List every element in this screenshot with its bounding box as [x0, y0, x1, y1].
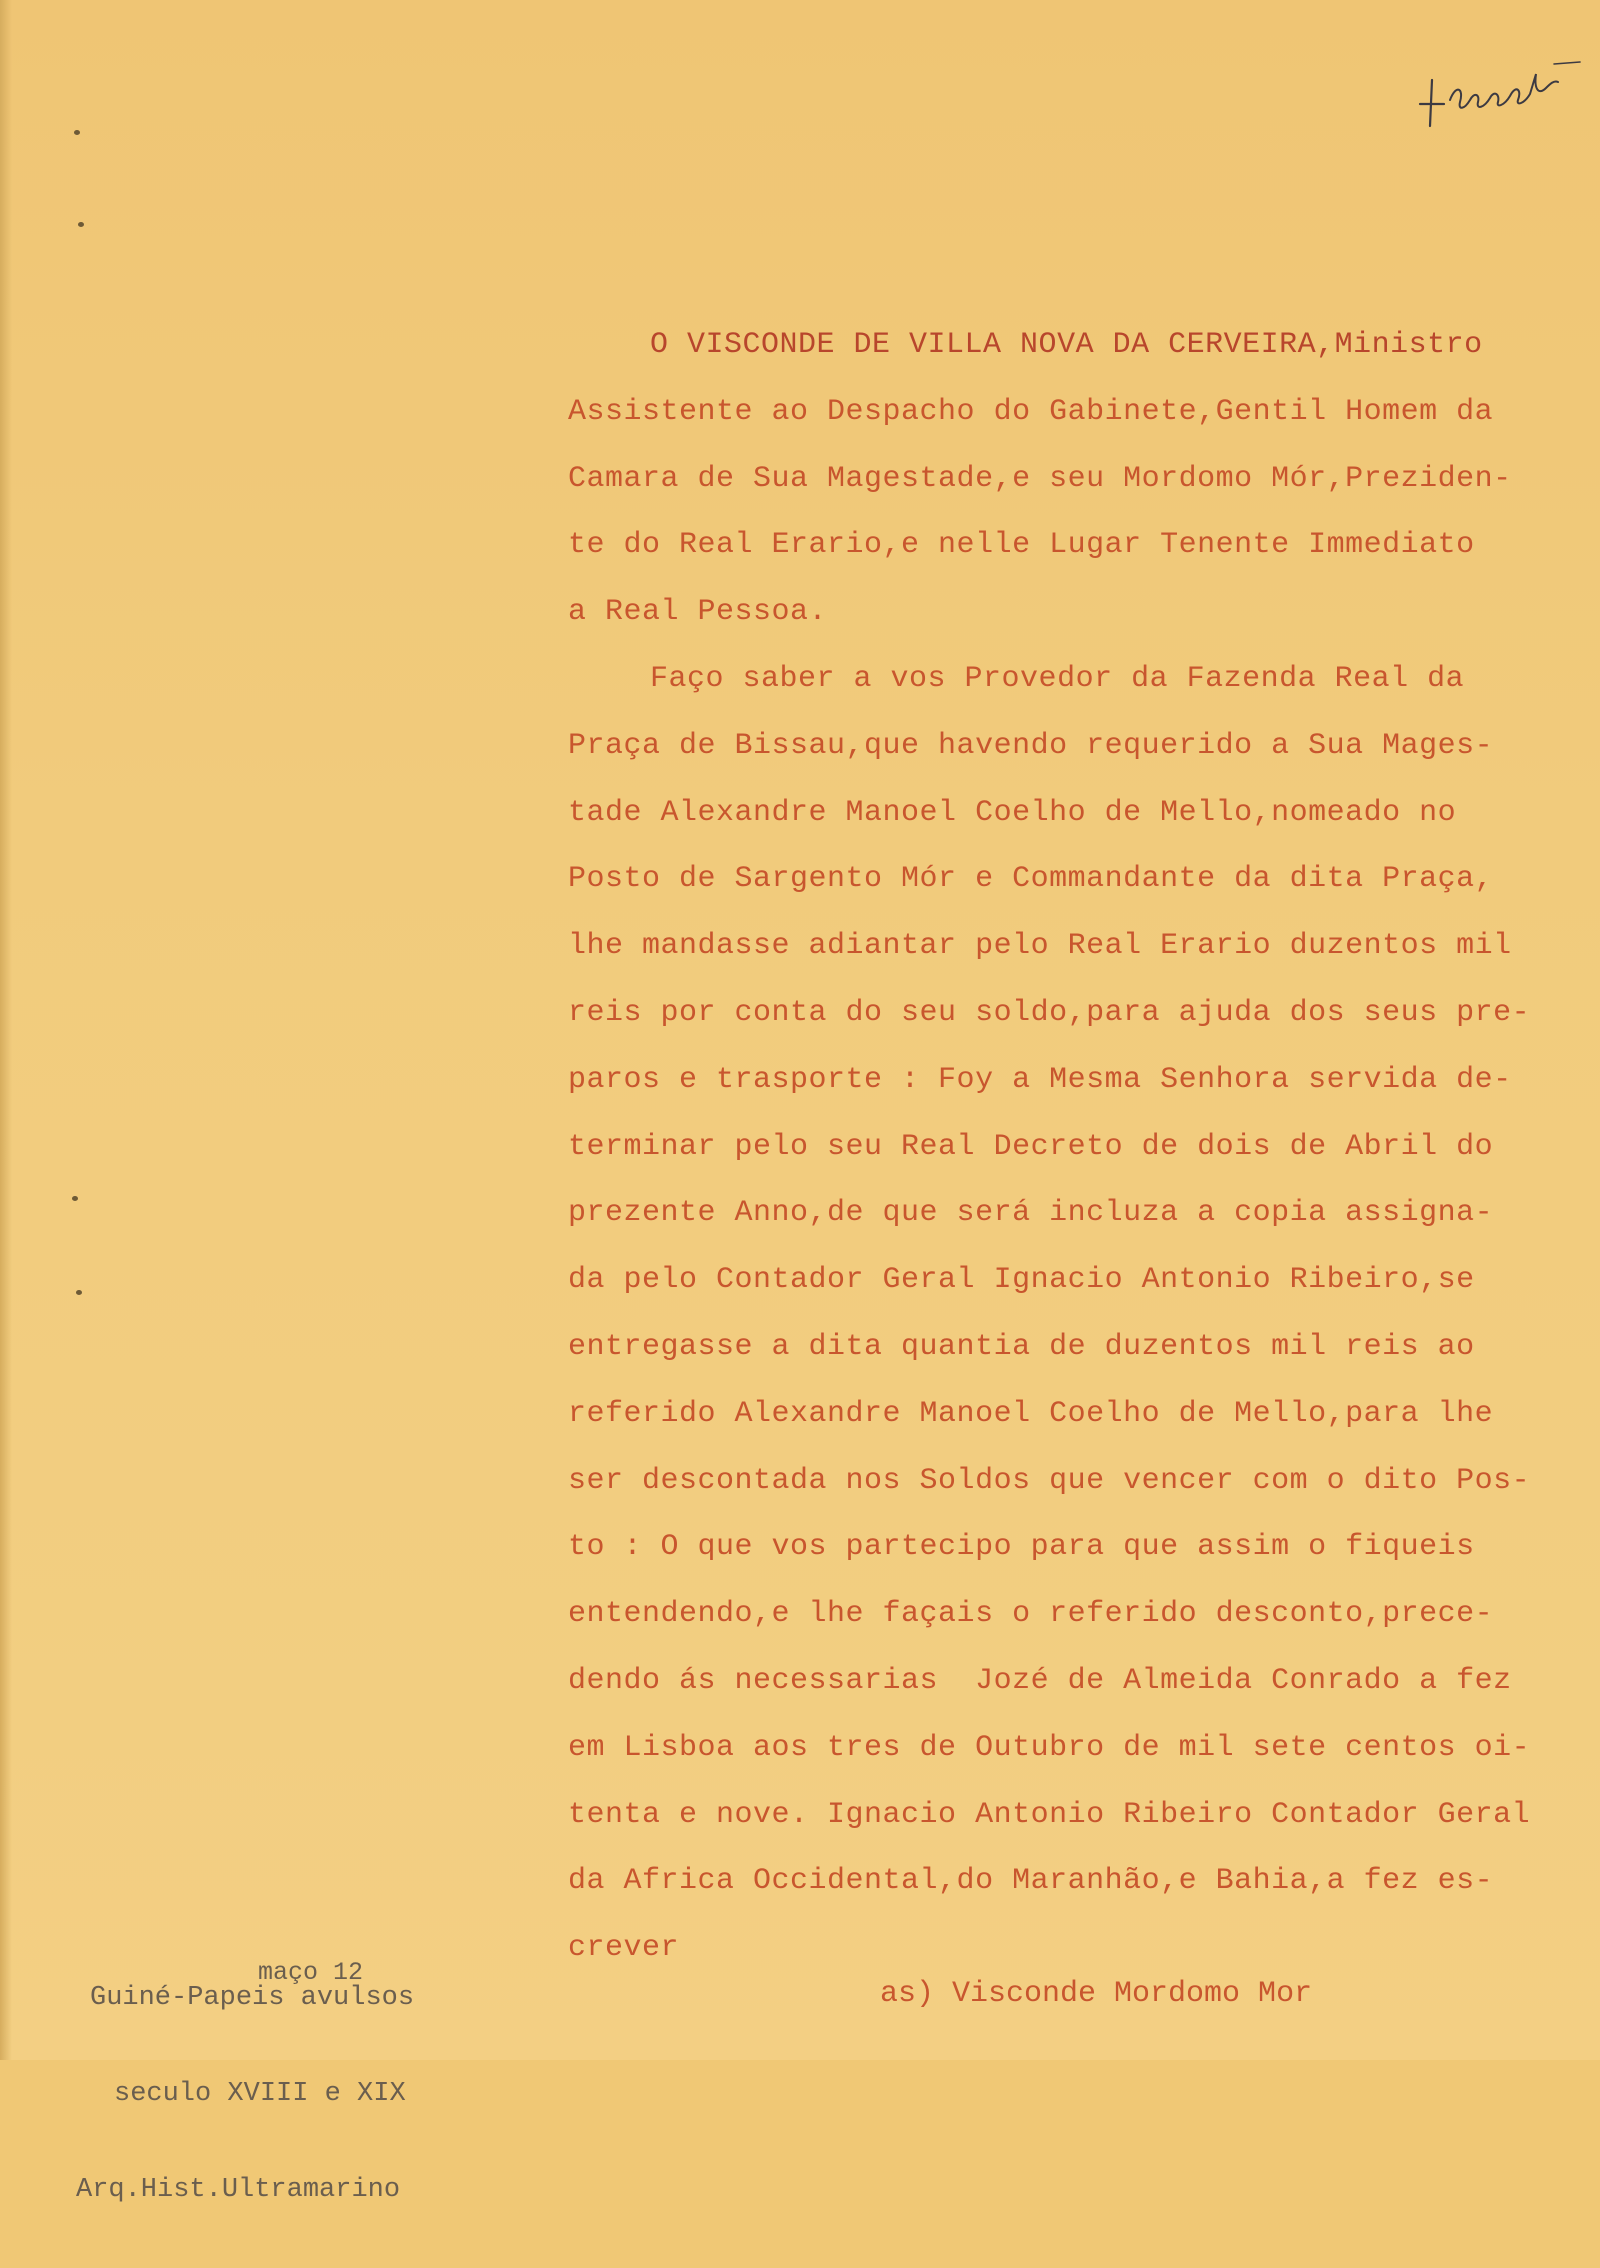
archive-ref-overlay: maço 12	[258, 1958, 364, 1987]
punch-hole-mark	[72, 1196, 78, 1201]
body-line: to : O que vos partecipo para que assim o fiqueis	[568, 1530, 1475, 1565]
body-line: lhe mandasse adiantar pelo Real Erario duzentos mil	[568, 929, 1512, 964]
body-line: Praça de Bissau,que havendo requerido a Sua Mages-	[568, 728, 1494, 763]
body-line: prezente Anno,de que será incluza a copia assigna-	[568, 1196, 1494, 1231]
punch-hole-mark	[76, 1290, 82, 1295]
signature-line: as) Visconde Mordomo Mor	[880, 1977, 1313, 2011]
punch-hole-mark	[74, 130, 80, 135]
body-line: Camara de Sua Magestade,e seu Mordomo Mór,Preziden-	[568, 461, 1512, 496]
body-line: da pelo Contador Geral Ignacio Antonio Ribeiro,se	[568, 1263, 1475, 1298]
body-line: O VISCONDE DE VILLA NOVA DA CERVEIRA,Ministro	[650, 328, 1483, 362]
body-line: te do Real Erario,e nelle Lugar Tenente Immediato	[568, 528, 1475, 563]
body-line: em Lisboa aos tres de Outubro de mil sete centos oi-	[568, 1730, 1531, 1765]
body-line: dendo ás necessarias Jozé de Almeida Conrado a fez	[568, 1663, 1512, 1698]
body-line: Assistente ao Despacho do Gabinete,Gentil Homem da	[568, 394, 1494, 429]
body-line: reis por conta do seu soldo,para ajuda dos seus pre-	[568, 995, 1531, 1030]
body-line: tenta e nove. Ignacio Antonio Ribeiro Contador Geral	[568, 1797, 1531, 1832]
body-line: entregasse a dita quantia de duzentos mil reis ao	[568, 1329, 1475, 1364]
punch-hole-mark	[78, 222, 84, 227]
body-line: terminar pelo seu Real Decreto de dois de Abril do	[568, 1129, 1494, 1164]
body-line: crever	[568, 1931, 680, 1966]
body-line: a Real Pessoa.	[568, 595, 828, 630]
body-line: paros e trasporte : Foy a Mesma Senhora servida de-	[568, 1062, 1512, 1097]
archive-ref-line: Arq.Hist.Ultramarino	[76, 2175, 401, 2205]
body-line: referido Alexandre Manoel Coelho de Mello,para lhe	[568, 1396, 1494, 1431]
body-line: tade Alexandre Manoel Coelho de Mello,nomeado no	[568, 795, 1457, 830]
body-line: Faço saber a vos Provedor da Fazenda Real da	[650, 661, 1465, 696]
letter-body	[568, 312, 1598, 1982]
handwritten-annotation	[1404, 44, 1594, 134]
page-edge-shadow	[0, 0, 12, 2060]
body-line: entendendo,e lhe façais o referido desconto,prece-	[568, 1597, 1494, 1632]
archive-ref-line: Guiné-Papeis avulsos	[90, 1983, 415, 2013]
body-line: da Africa Occidental,do Maranhão,e Bahia,a fez es-	[568, 1864, 1494, 1899]
body-line: ser descontada nos Soldos que vencer com o dito Pos-	[568, 1463, 1531, 1498]
body-line: Posto de Sargento Mór e Commandante da dita Praça,	[568, 862, 1494, 897]
archive-ref-line: seculo XVIII e XIX	[114, 2079, 406, 2109]
